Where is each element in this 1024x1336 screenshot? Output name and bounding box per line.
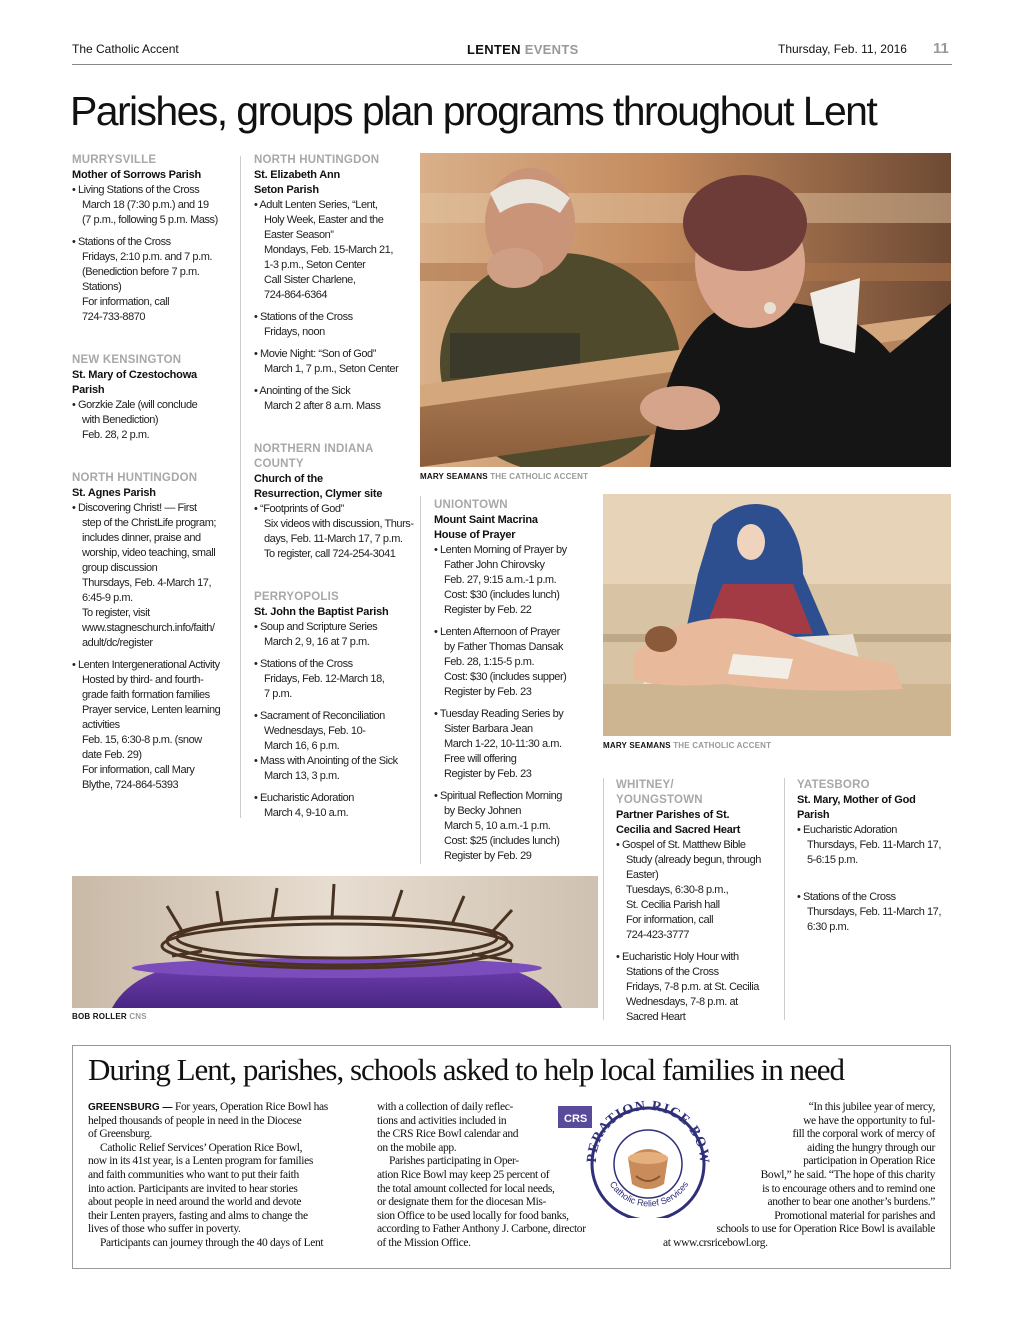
- event-line: • Anointing of the Sick: [254, 384, 416, 399]
- event-line: • Stations of the Cross: [254, 657, 416, 672]
- parish-name: House of Prayer: [434, 529, 516, 541]
- article-line: participation in Operation Rice: [803, 1155, 935, 1168]
- article-line: For years, Operation Rice Bowl has: [174, 1101, 328, 1113]
- event-line: March 2, 9, 16 at 7 p.m.: [264, 636, 370, 648]
- logo-ring-bottom: Catholic Relief Services: [607, 1179, 691, 1209]
- article-line: Participants can journey through the 40 days of Lent: [100, 1236, 324, 1249]
- event-item: [254, 347, 416, 377]
- photo-credit-pieta: [603, 741, 771, 750]
- event-line: March 5, 10 a.m.-1 p.m.: [444, 820, 551, 832]
- listing-north-huntingdon-st-agnes: [72, 471, 237, 793]
- article-line: Parishes participating in Oper-: [389, 1155, 519, 1168]
- parish-name: Mother of Sorrows Parish: [72, 169, 202, 181]
- event-line: includes dinner, praise and: [82, 532, 201, 544]
- article-line: the CRS Rice Bowl calendar and: [377, 1128, 519, 1141]
- event-line: • Living Stations of the Cross: [72, 183, 237, 198]
- parish-name: Church of the: [254, 473, 323, 485]
- article-line: on the mobile app.: [377, 1141, 457, 1154]
- event-line: Fridays, 2:10 p.m. and 7 p.m.: [82, 251, 213, 263]
- listing-new-kensington: [72, 353, 237, 443]
- event-line: Sacred Heart: [626, 1011, 686, 1023]
- event-line: • Gospel of St. Matthew Bible: [616, 838, 781, 853]
- event-line: To register, visit: [82, 607, 150, 619]
- place-name: WHITNEY/: [616, 779, 674, 791]
- event-line: step of the ChristLife program;: [82, 517, 217, 529]
- credit-name: MARY SEAMANS: [603, 741, 671, 750]
- event-line: Stations): [82, 281, 122, 293]
- listing-whitney-youngstown: [616, 778, 781, 1025]
- event-line: • Stations of the Cross: [797, 890, 952, 905]
- event-item: [72, 501, 237, 651]
- credit-org: THE CATHOLIC ACCENT: [490, 472, 589, 481]
- article-line: now in its 41st year, is a Lenten program for families: [88, 1155, 313, 1168]
- event-item: [254, 754, 416, 784]
- event-line: • Eucharistic Adoration: [254, 791, 416, 806]
- issue-date: Thursday, Feb. 11, 2016: [778, 42, 907, 56]
- event-line: (Benediction before 7 p.m.: [82, 266, 200, 278]
- event-line: Cost: $30 (includes lunch): [444, 589, 560, 601]
- article-line: or designate them for the diocesan Mis-: [377, 1196, 547, 1209]
- event-line: • Movie Night: “Son of God”: [254, 347, 416, 362]
- parish-name: Cecilia and Sacred Heart: [616, 824, 741, 836]
- event-item: [434, 789, 599, 864]
- event-line: group discussion: [82, 562, 158, 574]
- event-line: by Father Thomas Dansak: [444, 641, 564, 653]
- event-line: Register by Feb. 23: [444, 768, 532, 780]
- event-item: [254, 709, 416, 754]
- event-line: Thursdays, Feb. 11-March 17,: [807, 839, 941, 851]
- article-line: their Lenten prayers, fasting and alms to change the: [88, 1209, 308, 1222]
- event-item: [72, 658, 237, 793]
- event-item: [254, 502, 416, 562]
- event-item: [254, 657, 416, 702]
- article-line: with a collection of daily reflec-: [377, 1101, 513, 1113]
- event-line: • Eucharistic Holy Hour with: [616, 950, 781, 965]
- article-line: helped thousands of people in need in the Diocese: [88, 1114, 302, 1127]
- photo-couple-praying: [420, 153, 951, 467]
- credit-name: MARY SEAMANS: [420, 472, 488, 481]
- event-line: Holy Week, Easter and the: [264, 214, 384, 226]
- event-item: [616, 838, 781, 943]
- event-line: Father John Chirovsky: [444, 559, 545, 571]
- crown-photo-illustration: [72, 876, 598, 1008]
- article-column-1: [88, 1101, 358, 1251]
- place-name: COUNTY: [254, 458, 304, 470]
- place-name: NORTH HUNTINGDON: [72, 472, 198, 484]
- event-line: days, Feb. 11-March 17, 7 p.m.: [264, 533, 403, 545]
- place-name: UNIONTOWN: [434, 499, 508, 511]
- event-line: • Lenten Morning of Prayer by: [434, 543, 599, 558]
- event-item: [616, 950, 781, 1025]
- place-name: NORTH HUNTINGDON: [254, 154, 380, 166]
- event-item: [797, 823, 952, 868]
- article-line: into action. Participants are invited to hear stories: [88, 1182, 298, 1195]
- section-label-light: EVENTS: [524, 42, 579, 57]
- event-line: Feb. 27, 9:15 a.m.-1 p.m.: [444, 574, 557, 586]
- article-line: the total amount collected for local needs,: [377, 1182, 555, 1195]
- event-line: 6:30 p.m.: [807, 921, 849, 933]
- event-line: • Eucharistic Adoration: [797, 823, 952, 838]
- event-line: Fridays, 7-8 p.m. at St. Cecilia: [626, 981, 759, 993]
- parish-name: St. Mary of Czestochowa: [72, 369, 197, 381]
- article-line: according to Father Anthony J. Carbone, director: [377, 1223, 586, 1236]
- event-line: Fridays, noon: [264, 326, 325, 338]
- event-line: activities: [82, 719, 120, 731]
- event-line: Mondays, Feb. 15-March 21,: [264, 244, 393, 256]
- event-line: March 1, 7 p.m., Seton Center: [264, 363, 399, 375]
- event-line: • Sacrament of Reconciliation: [254, 709, 416, 724]
- event-item: [254, 384, 416, 414]
- event-line: with Benediction): [82, 414, 159, 426]
- event-line: Feb. 28, 2 p.m.: [82, 429, 150, 441]
- article-line: lives of those who suffer in poverty.: [88, 1223, 241, 1236]
- event-line: (7 p.m., following 5 p.m. Mass): [82, 214, 218, 226]
- event-line: by Becky Johnen: [444, 805, 522, 817]
- event-line: adult/dc/register: [82, 637, 153, 649]
- section-label-bold: LENTEN: [467, 42, 521, 57]
- credit-org: THE CATHOLIC ACCENT: [673, 741, 772, 750]
- photo-pieta-statue: [603, 494, 951, 736]
- event-line: Register by Feb. 29: [444, 850, 532, 862]
- section-label: [467, 42, 579, 57]
- event-line: Wednesdays, 7-8 p.m. at: [626, 996, 738, 1008]
- crs-mark: CRS: [564, 1113, 588, 1125]
- event-line: Fridays, Feb. 12-March 18,: [264, 673, 385, 685]
- article-line: another to bear one another’s burdens.”: [767, 1196, 935, 1209]
- listing-northern-indiana-county: [254, 442, 416, 562]
- article-line: we have the opportunity to ful-: [803, 1114, 935, 1127]
- event-line: date Feb. 29): [82, 749, 142, 761]
- event-line: Register by Feb. 22: [444, 604, 532, 616]
- article-line: Catholic Relief Services’ Operation Rice Bowl,: [100, 1141, 303, 1154]
- article-line: of Greensburg.: [88, 1128, 152, 1141]
- listing-murrysville: [72, 153, 237, 325]
- event-line: Wednesdays, Feb. 10-: [264, 725, 366, 737]
- event-line: Tuesdays, 6:30-8 p.m.,: [626, 884, 729, 896]
- event-line: March 18 (7:30 p.m.) and 19: [82, 199, 209, 211]
- parish-name: St. John the Baptist Parish: [254, 606, 389, 618]
- column-divider: [240, 156, 241, 818]
- column-divider: [603, 778, 604, 1020]
- event-line: March 1-22, 10-11:30 a.m.: [444, 738, 562, 750]
- event-line: March 4, 9-10 a.m.: [264, 807, 349, 819]
- event-line: March 16, 6 p.m.: [264, 740, 340, 752]
- parish-name: Parish: [797, 809, 830, 821]
- parish-name: Parish: [72, 384, 105, 396]
- article-line: sion Office to be used locally for food banks,: [377, 1209, 569, 1222]
- column-divider: [784, 778, 785, 1020]
- event-item: [72, 235, 237, 325]
- column-divider: [420, 496, 421, 864]
- event-line: 724-733-8870: [82, 311, 146, 323]
- article-line: about people in need around the world and devote: [88, 1196, 302, 1209]
- event-line: Cost: $30 (includes supper): [444, 671, 567, 683]
- praying-photo-illustration: [420, 153, 951, 467]
- place-name: NEW KENSINGTON: [72, 354, 182, 366]
- place-name: MURRYSVILLE: [72, 154, 157, 166]
- event-item: [434, 707, 599, 782]
- article-line: fill the corporal work of mercy of: [792, 1128, 935, 1141]
- event-line: • Stations of the Cross: [72, 235, 237, 250]
- event-line: 6:45-9 p.m.: [82, 592, 133, 604]
- listing-column-1: [72, 153, 237, 793]
- photo-credit-prayer: [420, 472, 588, 481]
- event-line: March 13, 3 p.m.: [264, 770, 340, 782]
- logo-ring-top: PERATION RICE BOW: [584, 1100, 712, 1165]
- event-line: • Lenten Intergenerational Activity: [72, 658, 237, 673]
- article-line: and faith communities who want to put their faith: [88, 1168, 299, 1181]
- article-line: is to encourage others and to remind one: [762, 1182, 935, 1195]
- article-line: “In this jubilee year of mercy,: [808, 1101, 935, 1113]
- parish-name: St. Mary, Mother of God: [797, 794, 916, 806]
- event-item: [797, 890, 952, 935]
- event-line: Thursdays, Feb. 4-March 17,: [82, 577, 212, 589]
- publication-name: The Catholic Accent: [72, 42, 179, 56]
- event-item: [254, 620, 416, 650]
- event-item: [254, 198, 416, 303]
- photo-credit-crown: [72, 1012, 147, 1021]
- article-line: ation Rice Bowl may keep 25 percent of: [377, 1168, 550, 1181]
- event-line: • “Footprints of God”: [254, 502, 416, 517]
- event-line: www.stagneschurch.info/faith/: [82, 622, 215, 634]
- listing-perryopolis: [254, 590, 416, 821]
- event-line: 1-3 p.m., Seton Center: [264, 259, 366, 271]
- event-line: Free will offering: [444, 753, 517, 765]
- event-line: Study (already begun, through: [626, 854, 761, 866]
- event-line: To register, call 724-254-3041: [264, 548, 396, 560]
- listing-column-2: [254, 153, 416, 821]
- event-line: • Soup and Scripture Series: [254, 620, 416, 635]
- place-name: NORTHERN INDIANA: [254, 443, 374, 455]
- event-line: grade faith formation families: [82, 689, 210, 701]
- listing-column-3: [434, 498, 599, 916]
- event-line: Thursdays, Feb. 11-March 17,: [807, 906, 941, 918]
- article-line: schools to use for Operation Rice Bowl is available: [716, 1223, 935, 1236]
- parish-name: St. Agnes Parish: [72, 487, 156, 499]
- event-line: worship, video teaching, small: [82, 547, 216, 559]
- event-line: Prayer service, Lenten learning: [82, 704, 221, 716]
- event-item: [72, 183, 237, 228]
- event-line: For information, call: [626, 914, 714, 926]
- event-line: Register by Feb. 23: [444, 686, 532, 698]
- article-line: aiding the hungry through our: [807, 1141, 935, 1154]
- event-item: [434, 543, 599, 618]
- listing-north-huntingdon-seton: [254, 153, 416, 414]
- event-line: • Lenten Afternoon of Prayer: [434, 625, 599, 640]
- event-line: Sister Barbara Jean: [444, 723, 533, 735]
- event-line: Feb. 28, 1:15-5 p.m.: [444, 656, 535, 668]
- parish-name: St. Elizabeth Ann: [254, 169, 341, 181]
- event-item: [254, 791, 416, 821]
- event-line: Six videos with discussion, Thurs-: [264, 518, 414, 530]
- event-line: Cost: $25 (includes lunch): [444, 835, 560, 847]
- pieta-photo-illustration: [603, 494, 951, 736]
- event-line: • Spiritual Reflection Morning: [434, 789, 599, 804]
- article-line: at www.crsricebowl.org.: [663, 1236, 768, 1249]
- event-line: Blythe, 724-864-5393: [82, 779, 179, 791]
- event-line: St. Cecilia Parish hall: [626, 899, 720, 911]
- event-line: 5-6:15 p.m.: [807, 854, 858, 866]
- article-line: Promotional material for parishes and: [774, 1209, 935, 1222]
- event-line: For information, call Mary: [82, 764, 195, 776]
- article-line: Bowl,” he said. “The hope of this charity: [760, 1168, 935, 1181]
- event-line: • Tuesday Reading Series by: [434, 707, 599, 722]
- parish-name: Partner Parishes of St.: [616, 809, 730, 821]
- article-line: tions and activities included in: [377, 1114, 507, 1127]
- event-line: • Gorzkie Zale (will conclude: [72, 398, 237, 413]
- credit-org: CNS: [129, 1012, 147, 1021]
- page-headline: Parishes, groups plan programs throughout Lent: [70, 88, 877, 134]
- event-line: 724-423-3777: [626, 929, 690, 941]
- event-item: [254, 310, 416, 340]
- parish-name: Mount Saint Macrina: [434, 514, 538, 526]
- place-name: PERRYOPOLIS: [254, 591, 339, 603]
- header-rule: [72, 64, 952, 65]
- listing-column-5: [797, 778, 952, 935]
- event-line: 7 p.m.: [264, 688, 292, 700]
- event-item: [72, 398, 237, 443]
- event-line: Hosted by third- and fourth-: [82, 674, 204, 686]
- article-dateline: GREENSBURG —: [88, 1102, 173, 1113]
- event-line: 724-864-6364: [264, 289, 328, 301]
- event-line: Feb. 15, 6:30-8 p.m. (snow: [82, 734, 202, 746]
- parish-name: Resurrection, Clymer site: [254, 488, 383, 500]
- event-line: Easter Season”: [264, 229, 334, 241]
- listing-column-4: [616, 778, 781, 1025]
- event-line: • Adult Lenten Series, “Lent,: [254, 198, 416, 213]
- listing-uniontown: [434, 498, 599, 916]
- article-column-3: [655, 1101, 935, 1251]
- place-name: YOUNGSTOWN: [616, 794, 703, 806]
- photo-crown-of-thorns: [72, 876, 598, 1008]
- event-line: Stations of the Cross: [626, 966, 719, 978]
- event-line: Call Sister Charlene,: [264, 274, 356, 286]
- event-line: March 2 after 8 a.m. Mass: [264, 400, 381, 412]
- place-name: YATESBORO: [797, 779, 870, 791]
- listing-yatesboro: [797, 778, 952, 935]
- page-number: 11: [933, 40, 949, 57]
- event-item: [434, 625, 599, 700]
- article-headline: During Lent, parishes, schools asked to help local families in need: [88, 1052, 845, 1087]
- event-line: • Stations of the Cross: [254, 310, 416, 325]
- event-line: • Discovering Christ! — First: [72, 501, 237, 516]
- article-line: of the Mission Office.: [377, 1236, 471, 1249]
- event-line: • Mass with Anointing of the Sick: [254, 754, 416, 769]
- event-line: For information, call: [82, 296, 170, 308]
- credit-name: BOB ROLLER: [72, 1012, 127, 1021]
- event-line: Easter): [626, 869, 659, 881]
- parish-name: Seton Parish: [254, 184, 319, 196]
